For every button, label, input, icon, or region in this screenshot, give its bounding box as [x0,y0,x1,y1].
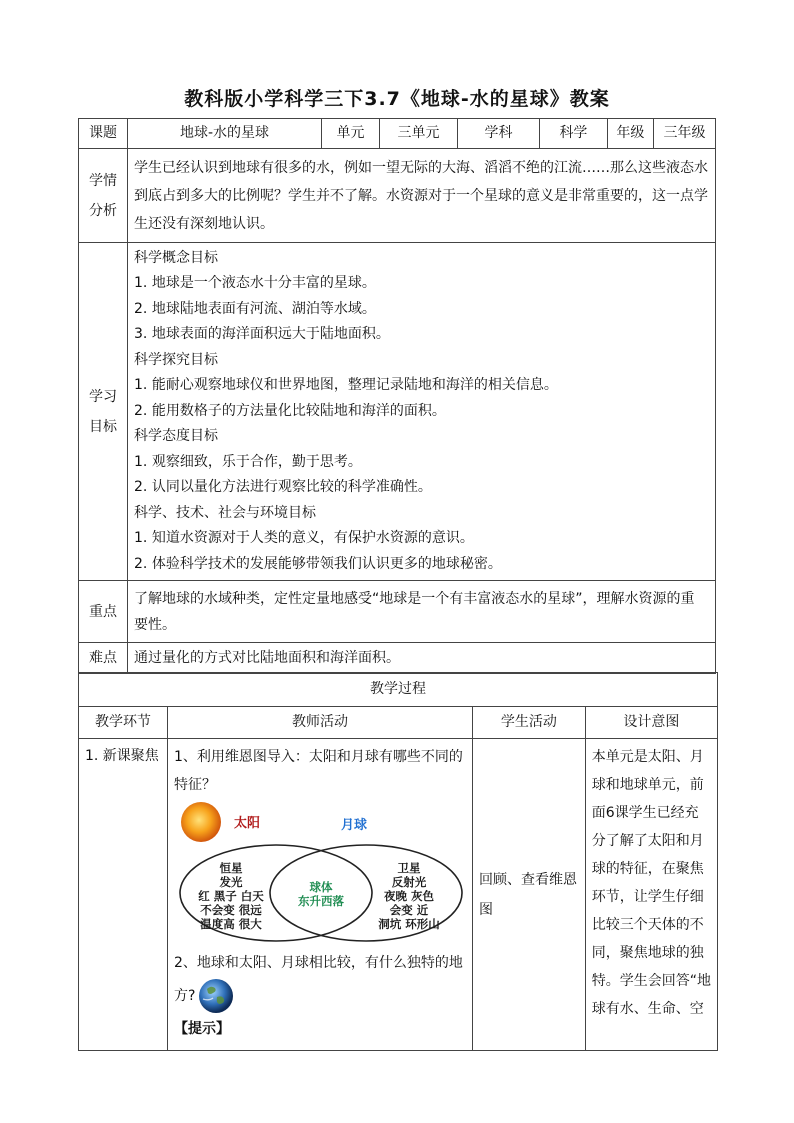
grade-label: 年级 [607,119,653,149]
teacher-line: 2、地球和太阳、月球相比较，有什么独特的地 [173,955,463,971]
earth-icon [197,977,235,1015]
process-title: 教学过程 [79,673,718,707]
objective-heading: 科学探究目标 [134,351,219,368]
objective-item: 1. 地球是一个液态水十分丰富的星球。 [134,275,376,292]
objective-item: 1. 能耐心观察地球仪和世界地图，整理记录陆地和海洋的相关信息。 [134,377,558,394]
objectives-label: 学习 目标 [79,243,128,581]
sun-moon-venn-diagram [176,801,466,947]
header-teacher: 教师活动 [167,707,472,739]
objective-item: 2. 体验科学技术的发展能够带领我们认识更多的地球秘密。 [134,555,502,572]
header-intent: 设计意图 [585,707,717,739]
teacher-line: 1、利用维恩图导入：太阳和月球有哪些不同的 [173,749,463,765]
objective-heading: 科学态度目标 [134,428,219,445]
intent-line: 本单元是太阳、月 [591,749,704,765]
moon-trait: 洞坑 环形山 [378,917,440,931]
key-point-text: 了解地球的水域种类，定性定量地感受“地球是一个有丰富液态水的星球”，理解水资源的重 要性。 [128,581,716,643]
moon-trait: 夜晚 灰色 [383,889,434,903]
difficulty-text: 通过量化的方式对比陆地面积和海洋面积。 [128,643,716,674]
teaching-process-table [78,672,718,1051]
moon-label: 月球 [340,818,367,833]
analysis-line: 生还没有深刻地认识。 [134,215,275,232]
objectives-list [128,243,716,581]
topic-label: 课题 [79,119,128,149]
header-student: 学生活动 [472,707,585,739]
design-intent [585,739,717,1051]
document-title: 教科版小学科学三下3.7《地球-水的星球》教案 [184,88,610,110]
intent-line: 球和地球单元，前 [591,777,704,793]
objective-item: 3. 地球表面的海洋面积远大于陆地面积。 [134,326,390,343]
objective-heading: 科学、技术、社会与环境目标 [134,504,317,521]
intent-line: 环节，让学生仔细 [591,889,704,905]
intent-line: 比较三个天体的不 [591,917,704,933]
subject-value: 科学 [539,119,607,149]
topic-value: 地球-水的星球 [128,119,322,149]
teacher-activity [167,739,472,1051]
sun-trait: 红 黑子 白天 [198,889,264,903]
sun-trait: 不会变 很远 [200,903,262,917]
sun-icon [181,802,221,842]
lesson-info-table [78,118,716,674]
analysis-line: 到底占到多大的比例呢？学生并不了解。水资源对于一个星球的意义是非常重要的，这一点学 [134,187,709,204]
sun-trait: 恒星 [219,861,243,875]
stage-cell: 1. 新课聚焦 [79,739,168,1051]
common-trait: 东升西落 [297,894,344,908]
sun-trait: 发光 [219,875,243,889]
intent-line: 球有水、生命、空 [591,1001,704,1017]
moon-trait: 卫星 [397,861,421,875]
intent-line: 面6课学生已经充 [591,805,699,821]
teacher-line: 特征？ [173,777,216,793]
moon-trait: 反射光 [391,875,427,889]
objective-item: 2. 能用数格子的方法量化比较陆地和海洋的面积。 [134,402,446,419]
analysis-label: 学情 分析 [79,149,128,243]
sun-label: 太阳 [233,816,260,831]
intent-line: 特。学生会回答“地 [591,973,711,989]
analysis-line: 学生已经认识到地球有很多的水，例如一望无际的大海、滔滔不绝的江流……那么这些液态水 [134,159,709,176]
unit-value: 三单元 [379,119,457,149]
analysis-text [128,149,716,243]
objective-item: 2. 地球陆地表面有河流、湖泊等水域。 [134,300,376,317]
header-stage: 教学环节 [79,707,168,739]
student-activity: 回顾、查看维恩 图 [472,739,585,1051]
hint-label: 【提示】 [173,1021,230,1037]
intent-line: 同，聚焦地球的独 [591,945,704,961]
grade-value: 三年级 [653,119,715,149]
key-point-label: 重点 [79,581,128,643]
objective-item: 2. 认同以量化方法进行观察比较的科学准确性。 [134,479,432,496]
unit-label: 单元 [322,119,380,149]
subject-label: 学科 [457,119,539,149]
moon-trait: 会变 近 [389,903,429,917]
objective-item: 1. 观察细致，乐于合作，勤于思考。 [134,453,362,470]
objective-item: 1. 知道水资源对于人类的意义，有保护水资源的意识。 [134,530,474,547]
common-trait: 球体 [309,880,333,894]
difficulty-label: 难点 [79,643,128,674]
objective-heading: 科学概念目标 [134,249,219,266]
teacher-line: 方? [174,977,466,1015]
sun-trait: 温度高 很大 [200,917,262,931]
intent-line: 球的特征，在聚焦 [591,861,704,877]
intent-line: 分了解了太阳和月 [591,833,704,849]
